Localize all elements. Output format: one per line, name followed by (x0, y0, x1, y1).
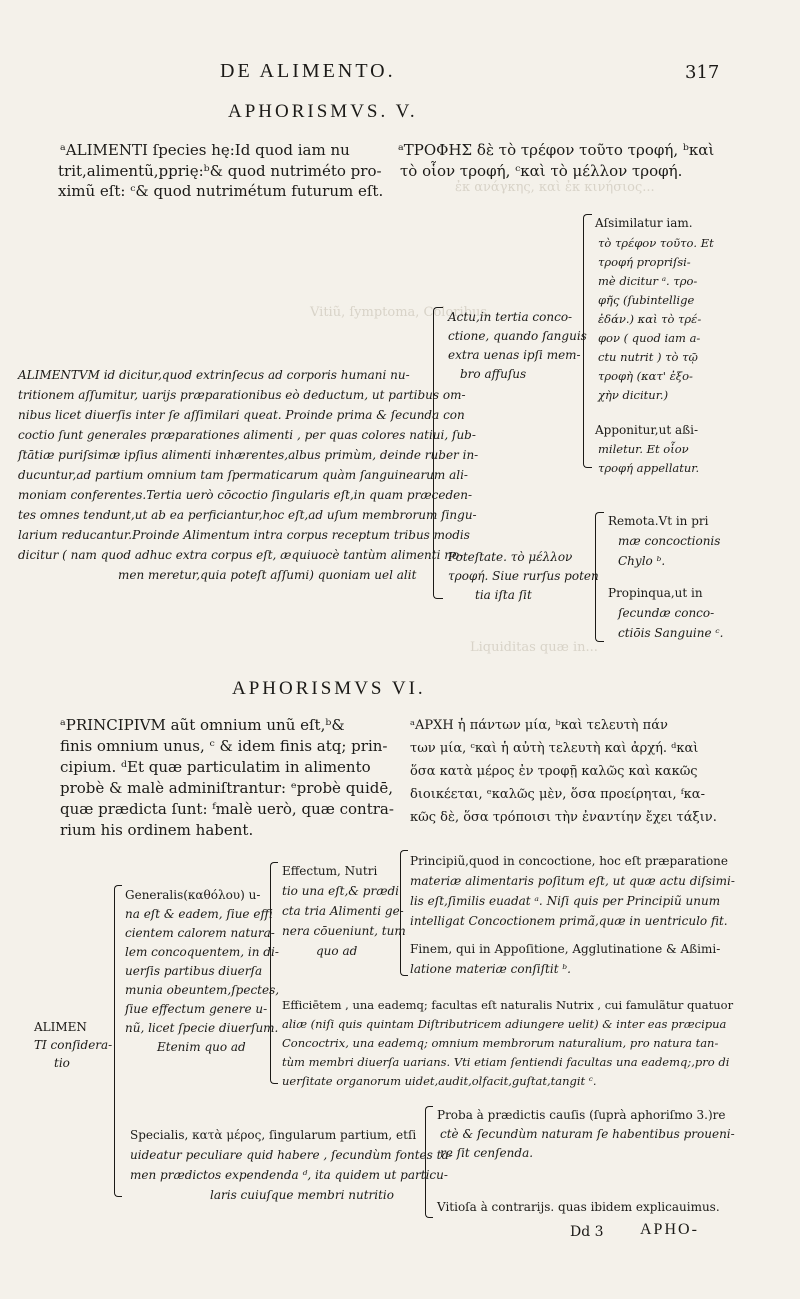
brace-actu (583, 214, 592, 468)
brace-alimenti (114, 885, 122, 1197)
brace-specialis (425, 1106, 433, 1218)
page-number: 317 (685, 62, 720, 83)
bleed-through-text: Liquiditas quæ in... (470, 640, 598, 655)
bleed-through-text: ἐκ ανάγκης, καὶ ἐκ κινήσιος... (455, 180, 655, 195)
bleed-through-text: Vitiũ, ſymptoma, Coloribus. (310, 305, 492, 320)
brace-potestate (595, 512, 604, 642)
running-title: DE ALIMENTO. (220, 60, 396, 82)
brace-effectum (400, 850, 408, 976)
aphorism-6-heading: APHORISMVS VI. (232, 678, 426, 699)
brace-alimentum (433, 307, 443, 599)
brace-generalis (270, 862, 278, 1084)
catchword: APHO- (640, 1221, 699, 1238)
vitiosa-branch: Vitioſa à contrarijs. quas ibidem explicauimus. (437, 1200, 720, 1214)
signature-mark: Dd 3 (570, 1224, 604, 1240)
aphorism-5-heading: APHORISMVS. V. (228, 101, 418, 122)
